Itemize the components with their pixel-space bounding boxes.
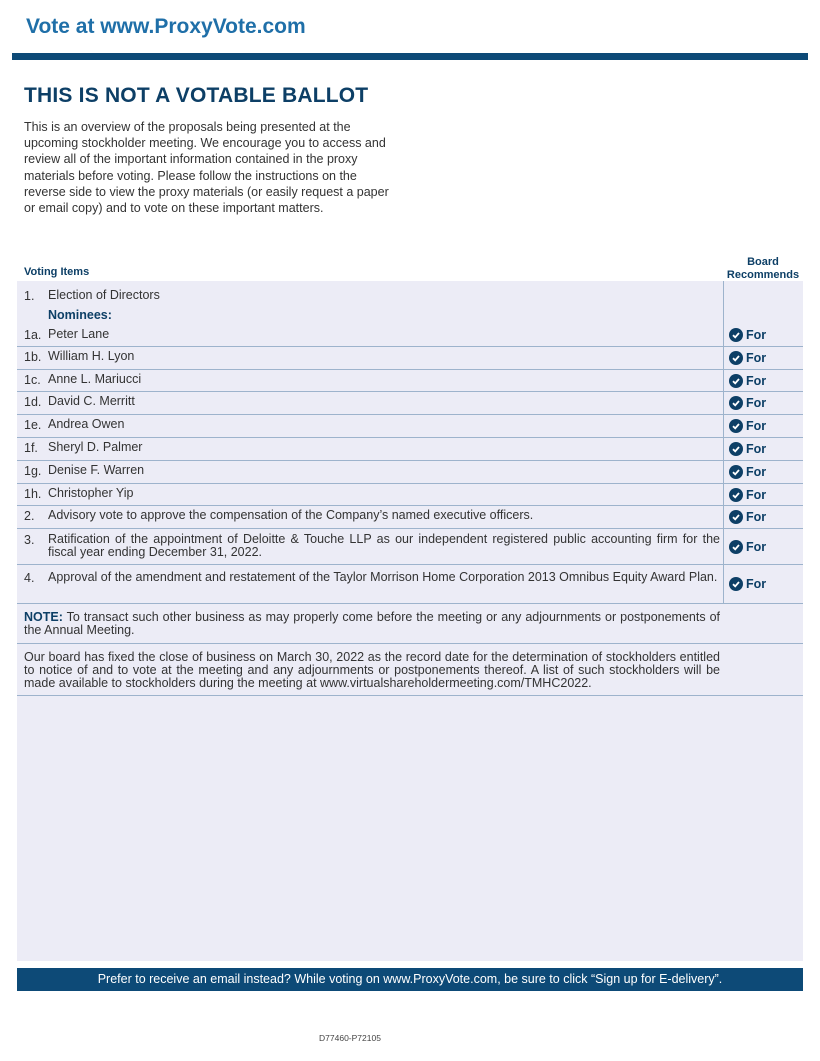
recommendation-text: For	[746, 465, 767, 479]
board-recommendation-cell	[723, 529, 803, 564]
item-number: 2.	[24, 509, 35, 523]
recommendation-text: For	[746, 442, 767, 456]
table-row	[17, 347, 803, 370]
proxyvote-header-title: Vote at www.ProxyVote.com	[26, 15, 306, 38]
check-circle-icon	[729, 396, 743, 410]
nominees-label: Nominees:	[48, 308, 112, 322]
table-row	[17, 506, 803, 529]
item-text: Andrea Owen	[48, 417, 125, 431]
item-number: 4.	[24, 571, 35, 585]
board-recommends-line1: Board	[747, 256, 779, 268]
table-row	[17, 438, 803, 461]
board-recommendation-cell	[723, 506, 803, 528]
item-number: 1h.	[24, 487, 42, 501]
divider	[17, 643, 803, 644]
item-number: 1.	[24, 289, 35, 303]
voting-items-label: Voting Items	[24, 266, 90, 278]
recommendation-text: For	[746, 328, 767, 342]
table-row	[17, 565, 803, 604]
item-number: 1g.	[24, 464, 42, 478]
item-text: Election of Directors	[48, 288, 160, 302]
board-recommends-label	[722, 256, 804, 281]
note-paragraph	[24, 611, 720, 637]
table-row	[17, 370, 803, 392]
recommendation-badge	[729, 488, 766, 502]
note-label: NOTE:	[24, 610, 63, 624]
recommendation-badge	[729, 396, 766, 410]
item-text: Anne L. Mariucci	[48, 372, 142, 386]
recommendation-text: For	[746, 351, 767, 365]
board-recommendation-cell	[723, 347, 803, 369]
recommendation-text: For	[746, 374, 767, 388]
recommendation-badge	[729, 419, 766, 433]
recommendation-badge	[729, 442, 766, 456]
recommendation-badge	[729, 577, 766, 591]
item-text: Advisory vote to approve the compensation of the Company’s named executive officers.	[48, 508, 534, 522]
item-number: 1b.	[24, 350, 42, 364]
divider	[17, 695, 803, 696]
recommendation-badge	[729, 351, 766, 365]
item-text: David C. Merritt	[48, 394, 135, 408]
check-circle-icon	[729, 510, 743, 524]
check-circle-icon	[729, 540, 743, 554]
check-circle-icon	[729, 442, 743, 456]
item-text: Ratification of the appointment of Deloitte & Touche LLP as our independent registered public accounting firm for the fiscal year ending December 31, 2022.	[48, 532, 720, 559]
header-divider	[12, 53, 808, 60]
item-number: 1e.	[24, 418, 42, 432]
note-text: To transact such other business as may properly come before the meeting or any adjournments or postponements of the Annual Meeting.	[24, 610, 721, 637]
item-text: Denise F. Warren	[48, 463, 145, 477]
item-number: 1a.	[24, 328, 42, 342]
recommendation-badge	[729, 374, 766, 388]
board-recommendation-cell	[723, 438, 803, 460]
table-row	[17, 415, 803, 438]
recommendation-badge	[729, 465, 766, 479]
document-code: D77460-P72105	[319, 1033, 381, 1043]
recommendation-text: For	[746, 540, 767, 554]
board-recommendation-cell	[723, 461, 803, 483]
item-number: 1f.	[24, 441, 38, 455]
item-number: 1c.	[24, 373, 41, 387]
board-recommendation-cell	[723, 281, 803, 346]
check-circle-icon	[729, 465, 743, 479]
table-row	[17, 461, 803, 484]
item-text: Sheryl D. Palmer	[48, 440, 143, 454]
recommendation-text: For	[746, 510, 767, 524]
check-circle-icon	[729, 419, 743, 433]
recommendation-text: For	[746, 419, 767, 433]
check-circle-icon	[729, 374, 743, 388]
check-circle-icon	[729, 577, 743, 591]
item-number: 1d.	[24, 395, 42, 409]
board-recommendation-cell	[723, 415, 803, 437]
table-row	[17, 484, 803, 506]
ballot-heading: THIS IS NOT A VOTABLE BALLOT	[24, 84, 369, 107]
intro-paragraph: This is an overview of the proposals being presented at the upcoming stockholder meeting. We encourage you to access and review all of the important information contained in the proxy materials before voting. Please follow the instructions on the reverse side to view the proxy materials (or easily request a paper or email copy) and to vote on these important matters.	[24, 120, 389, 216]
check-circle-icon	[729, 328, 743, 342]
table-row	[17, 392, 803, 415]
recommendation-text: For	[746, 488, 767, 502]
item-number: 3.	[24, 533, 35, 547]
board-recommendation-cell	[723, 565, 803, 603]
board-recommends-line2: Recommends	[726, 268, 800, 281]
record-date-paragraph: Our board has fixed the close of business on March 30, 2022 as the record date for the determination of stockholders entitled to notice of and to vote at the meeting and any adjournments or postponements thereof. A list of such stockholders will be made available to stockholders during the meeting at www.virtualshareholdermeeting.com/TMHC2022.	[24, 650, 720, 690]
check-circle-icon	[729, 488, 743, 502]
item-text: Christopher Yip	[48, 486, 134, 500]
item-text: Peter Lane	[48, 327, 110, 341]
board-recommendation-cell	[723, 370, 803, 391]
table-row	[17, 281, 803, 347]
recommendation-badge	[729, 510, 766, 524]
e-delivery-banner: Prefer to receive an email instead? While voting on www.ProxyVote.com, be sure to click “Sign up for E-delivery”.	[17, 968, 803, 991]
recommendation-text: For	[746, 577, 767, 591]
table-row	[17, 529, 803, 565]
recommendation-text: For	[746, 396, 767, 410]
check-circle-icon	[729, 351, 743, 365]
board-recommendation-cell	[723, 484, 803, 505]
board-recommendation-cell	[723, 392, 803, 414]
item-text: William H. Lyon	[48, 349, 135, 363]
recommendation-badge	[729, 328, 766, 342]
item-text: Approval of the amendment and restatement of the Taylor Morrison Home Corporation 2013 Omnibus Equity Award Plan.	[48, 570, 718, 584]
recommendation-badge	[729, 540, 766, 554]
